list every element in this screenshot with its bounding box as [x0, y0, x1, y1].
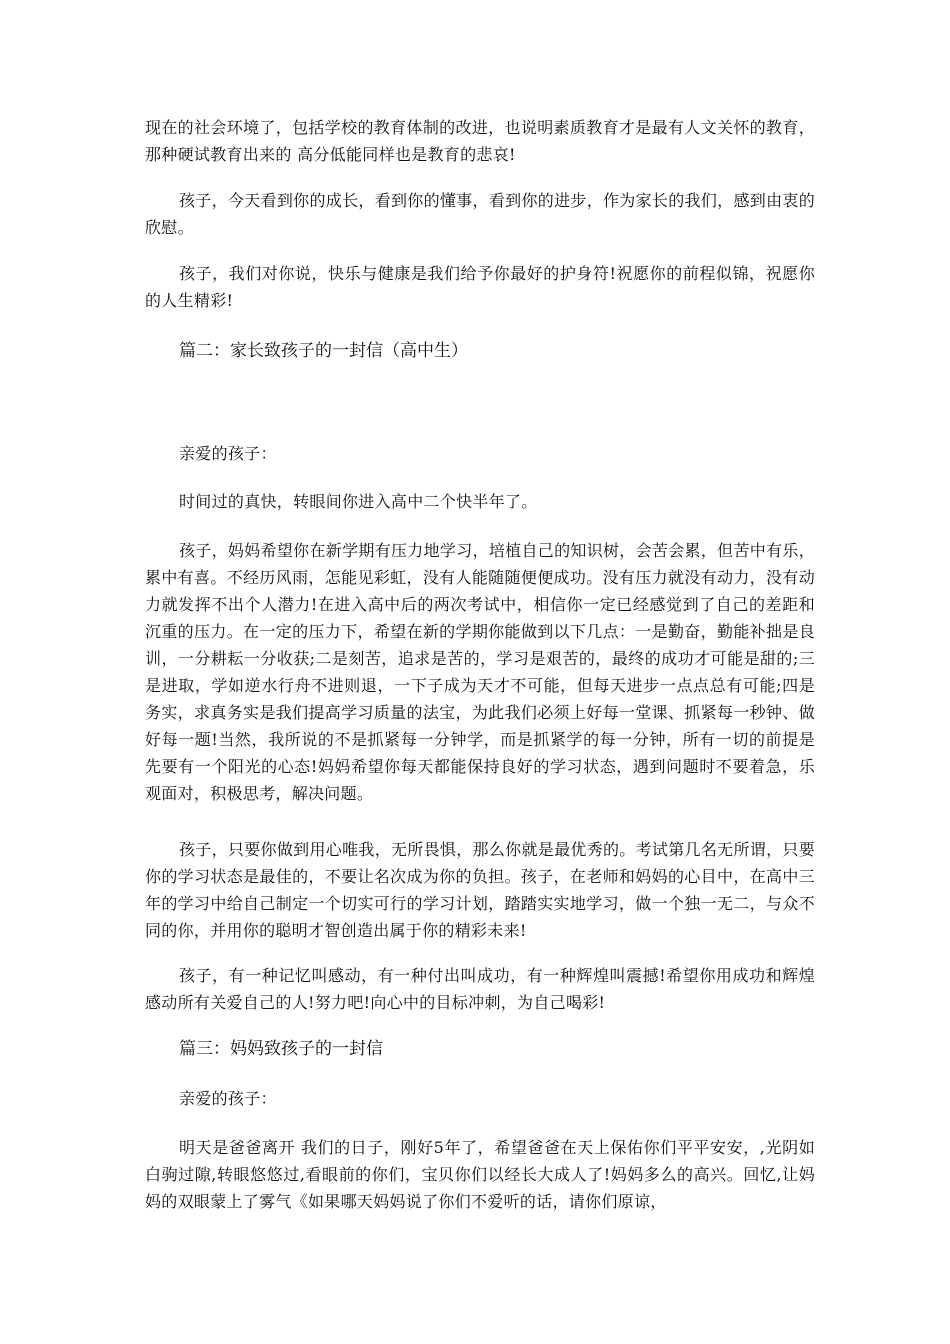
section-heading-3: 篇三：妈妈致孩子的一封信: [179, 1039, 383, 1059]
paragraph-cheer: 孩子，有一种记忆叫感动，有一种付出叫成功，有一种辉煌叫震撼!希望你用成功和辉煌感动所有关爱自己的人!努力吧!向心中的目标冲刺，为自己喝彩!: [145, 966, 815, 1012]
paragraph-be-yourself: 孩子，只要你做到用心唯我，无所畏惧，那么你就是最优秀的。考试第几名无所谓，只要你的学习状态是最佳的，不要让名次成为你的负担。孩子，在老师和妈妈的心目中，在高中三年的学习中给自己制定一个切实可行的学习计划，踏踏实实地学习，做一个独一无二，与众不同的你，并用你的聪明才智创造出属于你的精彩未来!: [145, 840, 815, 940]
paragraph-blessing: 孩子，我们对你说，快乐与健康是我们给予你最好的护身符!祝愿你的前程似锦，祝愿你的人生精彩!: [145, 264, 815, 310]
salutation-2: 亲爱的孩子：: [179, 1089, 277, 1108]
salutation-1: 亲爱的孩子：: [179, 444, 277, 463]
paragraph-time-flies: 时间过的真快，转眼间你进入高中二个快半年了。: [179, 492, 538, 511]
paragraph-growth: 孩子，今天看到你的成长，看到你的懂事，看到你的进步，作为家长的我们，感到由衷的欣慰。: [145, 191, 815, 237]
paragraph-memory: 明天是爸爸离开 我们的日子，刚好5年了，希望爸爸在天上保佑你们平平安安，,光阴如白驹过隙,转眼悠悠过,看眼前的你们，宝贝你们以经长大成人了!妈妈多么的高兴。回忆,让妈妈的双眼蒙上了雾气《如果哪天妈妈说了你们不爱听的话，请你们原谅，: [145, 1138, 815, 1211]
paragraph-study-pressure: 孩子，妈妈希望你在新学期有压力地学习，培植自己的知识树，会苦会累，但苦中有乐，累中有喜。不经历风雨，怎能见彩虹，没有人能随随便便成功。没有压力就没有动力，没有动力就发挥不出个人潜力!在进入高中后的两次考试中，相信你一定已经感觉到了自己的差距和沉重的压力。在一定的压力下，希望在新的学期你能做到以下几点：一是勤奋，勤能补拙是良训，一分耕耘一分收获;二是刻苦，追求是苦的，学习是艰苦的，最终的成功才可能是甜的;三是进取，学如逆水行舟不进则退，一下子成为天才不可能，但每天进步一点点总有可能;四是务实，求真务实是我们提高学习质量的法宝，为此我们必须上好每一堂课、抓紧每一秒钟、做好每一题!当然，我所说的不是抓紧每一分钟学，而是抓紧学的每一分钟，所有一切的前提是先要有一个阳光的心态!妈妈希望你每天都能保持良好的学习状态，遇到问题时不要着急，乐观面对，积极思考，解决问题。: [145, 541, 815, 803]
section-heading-2: 篇二：家长致孩子的一封信（高中生）: [179, 341, 468, 361]
paragraph-education-system: 现在的社会环境了，包括学校的教育体制的改进，也说明素质教育才是最有人文关怀的教育，那种硬试教育出来的 高分低能同样也是教育的悲哀!: [145, 118, 815, 164]
